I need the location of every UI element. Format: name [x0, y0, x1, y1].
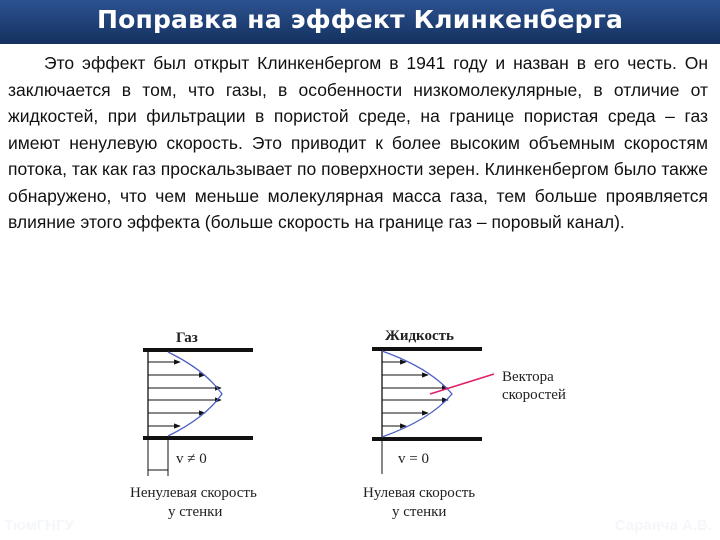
gas-top-wall: [143, 348, 253, 352]
vectors-label-line2: скоростей: [502, 387, 566, 403]
gas-caption-line1: Ненулевая скорость: [130, 485, 257, 501]
gas-profile-curve: [168, 352, 222, 436]
gas-caption-line2: у стенки: [168, 504, 223, 520]
liquid-panel: [363, 328, 566, 520]
body-paragraph: Это эффект был открыт Клинкенбергом в 1941 году и назван в его честь. Он заключается в том, что газы, в особенности низкомолекулярные, в отличие от жидкостей, при фильтрации в пористой среде, на границе пористая среда – газ имеют ненулевую скорость. Это приводит к более высоким объемным скоростям потока, так как газ проскальзывает по поверхности зерен. Клинкенбергом было также обнаружено, что чем меньше молекулярная масса газа, тем больше проявляется влияние этого эффекта (больше скорость на границе газ – поровый канал).: [8, 53, 708, 232]
gas-wall-velocity: v ≠ 0: [176, 451, 207, 467]
liquid-bottom-wall: [372, 437, 482, 441]
gas-panel: [130, 330, 257, 520]
footer-university: ТюмГНГУ: [4, 517, 74, 534]
gas-bottom-wall: [143, 436, 253, 440]
gas-label: Газ: [176, 330, 198, 346]
vectors-pointer-line: [430, 374, 494, 394]
liquid-velocity-arrows: [382, 362, 448, 426]
liquid-wall-velocity: v = 0: [398, 451, 429, 467]
gas-velocity-arrows: [148, 362, 221, 426]
liquid-caption-line1: Нулевая скорость: [363, 485, 476, 501]
footer-author: Саранча А.В.: [614, 517, 712, 534]
vectors-label-line1: Вектора: [502, 369, 554, 385]
liquid-label: Жидкость: [385, 328, 454, 344]
slide-title: Поправка на эффект Клинкенберга: [96, 5, 624, 34]
liquid-caption-line2: у стенки: [392, 504, 447, 520]
liquid-top-wall: [372, 347, 482, 351]
liquid-profile-curve: [382, 351, 452, 437]
